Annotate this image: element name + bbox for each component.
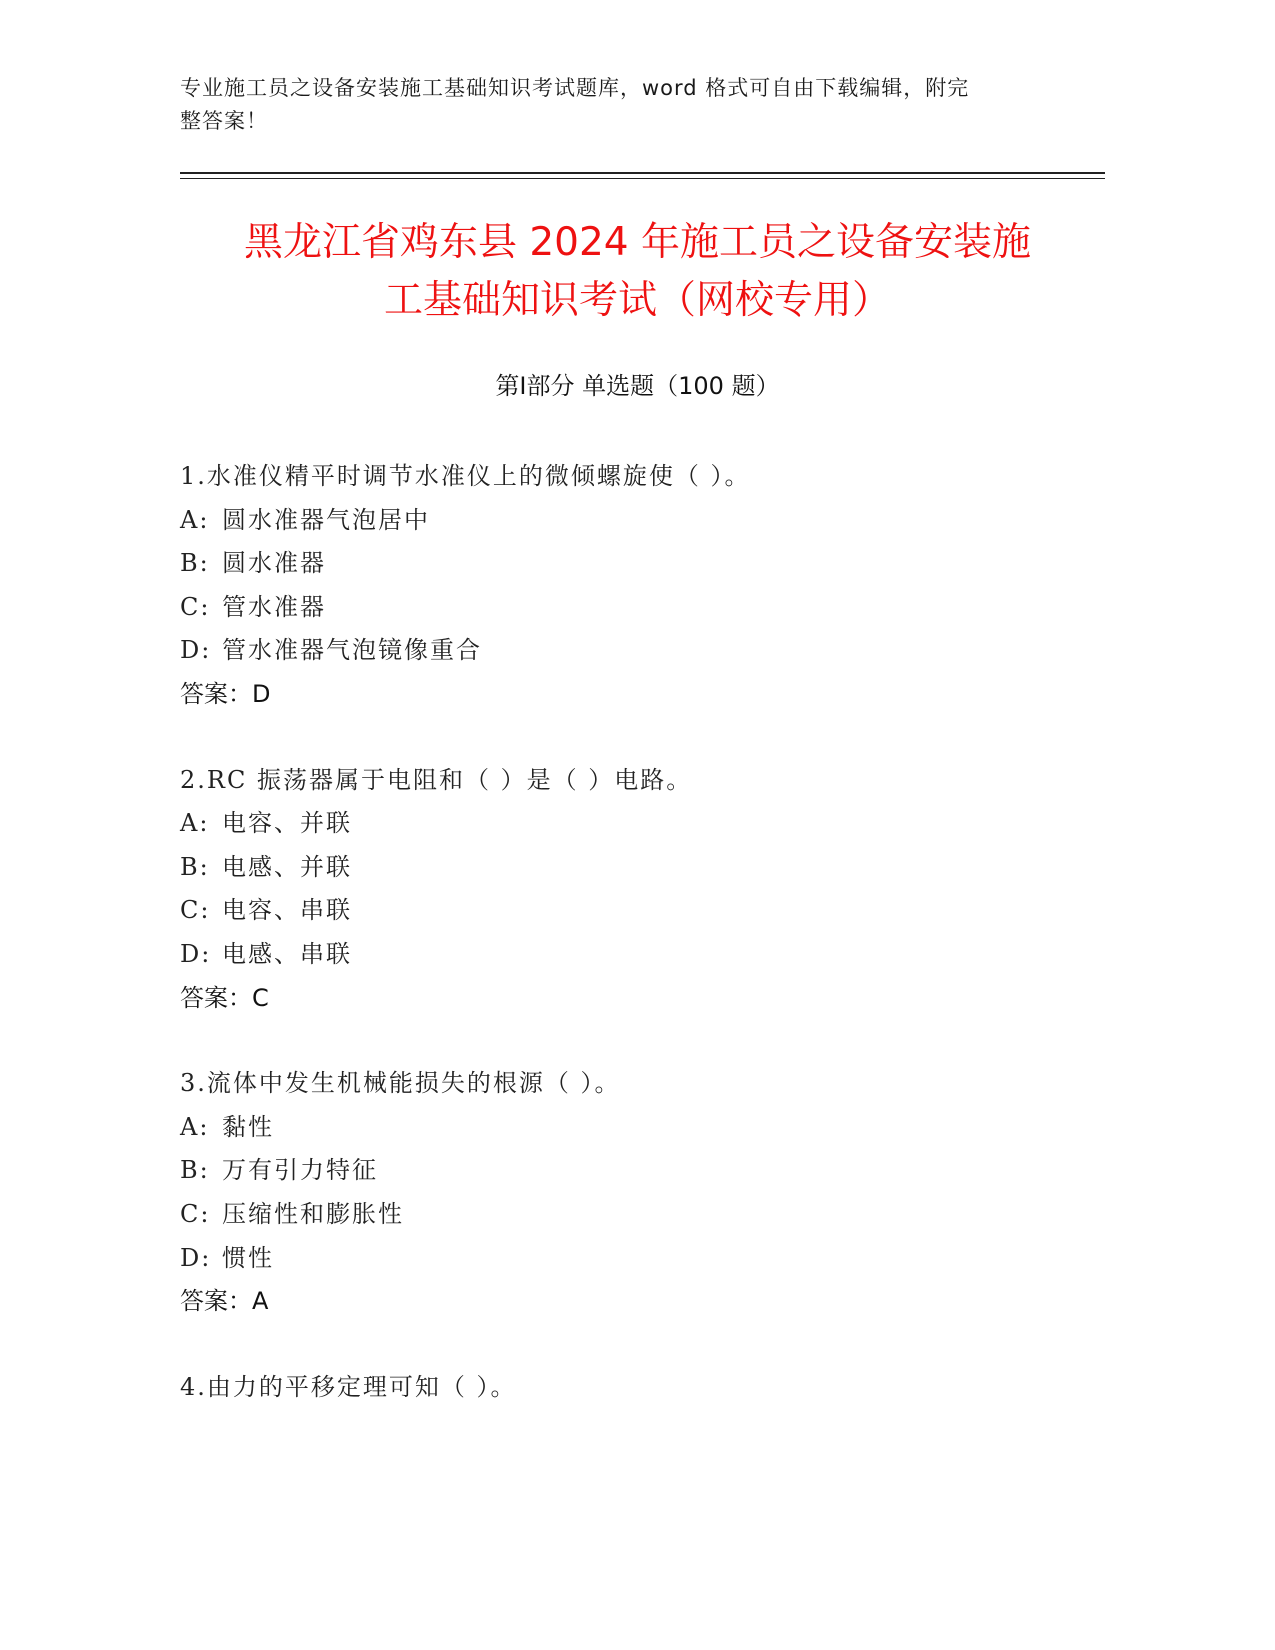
option-letter: B: bbox=[180, 1156, 210, 1185]
option-letter: A: bbox=[180, 1112, 210, 1141]
answer-line: 答案：C bbox=[180, 983, 269, 1012]
option-text: 电容、并联 bbox=[222, 809, 352, 838]
option-letter: C: bbox=[180, 592, 211, 621]
option-b bbox=[180, 1149, 1080, 1193]
question-3 bbox=[180, 1062, 1080, 1324]
question-4 bbox=[180, 1366, 1080, 1410]
option-letter: D: bbox=[180, 636, 212, 665]
option-letter: C: bbox=[180, 896, 211, 925]
option-text: 万有引力特征 bbox=[222, 1156, 378, 1185]
question-stem: 2.RC 振荡器属于电阻和（ ）是（ ）电路。 bbox=[180, 765, 693, 794]
option-text: 压缩性和膨胀性 bbox=[222, 1199, 404, 1228]
header-note-line-2: 整答案！ bbox=[180, 109, 268, 133]
option-letter: C: bbox=[180, 1199, 211, 1228]
option-letter: D: bbox=[180, 939, 212, 968]
option-d bbox=[180, 629, 1080, 673]
option-letter: B: bbox=[180, 549, 210, 578]
option-letter: D: bbox=[180, 1243, 212, 1272]
header-note-line-1: 专业施工员之设备安装施工基础知识考试题库，word 格式可自由下载编辑，附完 bbox=[180, 76, 970, 100]
option-text: 管水准器气泡镜像重合 bbox=[222, 636, 482, 665]
question-2 bbox=[180, 759, 1080, 1021]
option-a bbox=[180, 499, 1080, 543]
option-c bbox=[180, 586, 1080, 630]
question-list bbox=[180, 455, 1080, 1451]
option-text: 圆水准器气泡居中 bbox=[222, 505, 430, 534]
option-letter: A: bbox=[180, 505, 210, 534]
option-text: 电容、串联 bbox=[222, 896, 352, 925]
option-text: 圆水准器 bbox=[222, 549, 326, 578]
option-text: 电感、串联 bbox=[222, 939, 352, 968]
document-title-line-1: 黑龙江省鸡东县 2024 年施工员之设备安装施 bbox=[243, 220, 1032, 265]
document-title bbox=[150, 214, 1125, 330]
option-a bbox=[180, 802, 1080, 846]
question-stem: 4.由力的平移定理可知（ ）。 bbox=[180, 1372, 517, 1401]
option-text: 黏性 bbox=[222, 1112, 274, 1141]
option-text: 管水准器 bbox=[222, 592, 326, 621]
question-stem: 3.流体中发生机械能损失的根源（ ）。 bbox=[180, 1069, 621, 1098]
option-d bbox=[180, 933, 1080, 977]
answer-line: 答案：D bbox=[180, 679, 271, 708]
option-text: 惯性 bbox=[222, 1243, 274, 1272]
document-title-line-2: 工基础知识考试（网校专用） bbox=[383, 278, 891, 323]
option-b bbox=[180, 542, 1080, 586]
section-title: 第Ⅰ部分 单选题（100 题） bbox=[495, 372, 780, 400]
header-divider-thin bbox=[180, 178, 1105, 179]
option-c bbox=[180, 1193, 1080, 1237]
question-stem: 1.水准仪精平时调节水准仪上的微倾螺旋使（ ）。 bbox=[180, 462, 751, 490]
option-text: 电感、并联 bbox=[222, 852, 352, 881]
option-d bbox=[180, 1237, 1080, 1281]
option-letter: B: bbox=[180, 852, 210, 881]
option-letter: A: bbox=[180, 809, 210, 838]
question-1 bbox=[180, 455, 1080, 717]
option-a bbox=[180, 1106, 1080, 1150]
option-c bbox=[180, 889, 1080, 933]
header-divider-thick bbox=[180, 172, 1105, 174]
option-b bbox=[180, 846, 1080, 890]
header-note bbox=[180, 72, 1040, 138]
answer-line: 答案：A bbox=[180, 1287, 269, 1316]
